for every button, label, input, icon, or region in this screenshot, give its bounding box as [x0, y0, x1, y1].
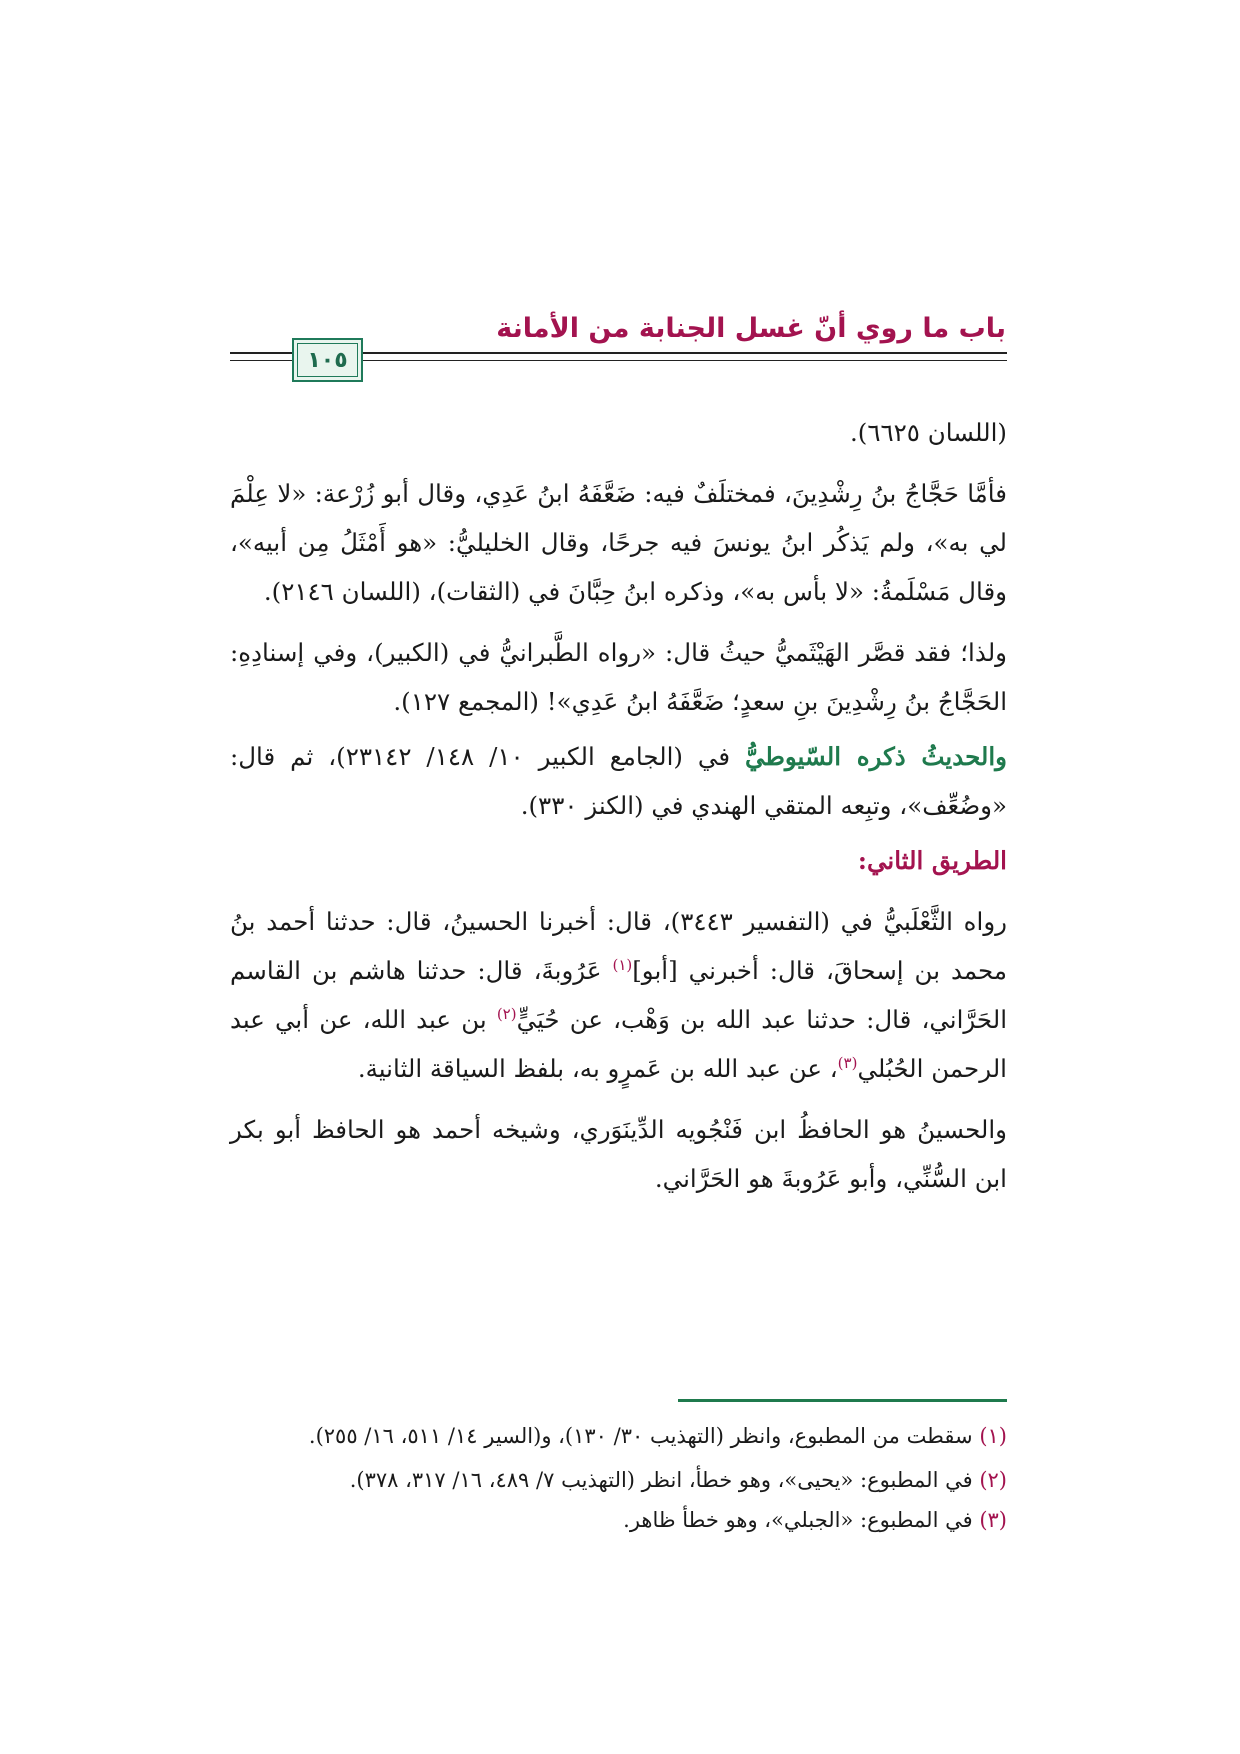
paragraph-5-part-a: رواه الثَّعْلَبيُّ في (التفسير ٣٤٤٣)، قال: أخبرنا الحسينُ، قال: حدثنا أحمد بنُ محمد بن إسحاقَ، قال: أخبرني [أبو] — [230, 907, 1008, 985]
paragraph-4-bold: والحديثُ ذكره السّيوطيُّ — [744, 742, 1008, 771]
footnote-2 — [230, 1460, 1007, 1500]
footnote-1-number: (١) — [979, 1424, 1007, 1448]
section-heading: الطريق الثاني: — [857, 846, 1007, 875]
footnote-3-number: (٣) — [979, 1508, 1007, 1532]
footnote-ref-3: (٣) — [837, 1053, 858, 1072]
footnote-ref-2: (٢) — [496, 1004, 517, 1023]
paragraph-5-part-b: عَرُوبةَ، قال: حدثنا هاشم بن القاسم الحَرَّاني، قال: حدثنا عبد الله بن وَهْب، عن حُيَيٍّ — [230, 956, 1008, 1034]
paragraph-1: (اللسان ٦٦٢٥). — [849, 418, 1007, 447]
header-rule-left-lower — [230, 360, 292, 361]
paragraph-5 — [230, 897, 1007, 1093]
footnote-2-text: في المطبوع: «يحيى»، وهو خطأ، انظر (التهذيب ٧/ ٤٨٩، ١٦/ ٣١٧، ٣٧٨). — [349, 1468, 980, 1492]
header-rule-left — [230, 352, 292, 354]
footnote-1 — [230, 1416, 1007, 1456]
header-rule-right-lower — [363, 360, 1007, 361]
paragraph-2: فأمَّا حَجَّاجُ بنُ رِشْدِينَ، فمختلَفٌ فيه: ضَعَّفَهُ ابنُ عَدِي، وقال أبو زُرْعة: «لا عِلْمَ لي به»، ولم يَذكُر ابنُ يونسَ فيه جرحًا، وقال الخليليُّ: «هو أَمْثَلُ مِن أبيه»، وقال مَسْلَمةُ: «لا بأس به»، وذكره ابنُ حِبَّانَ في (الثقات)، (اللسان ٢١٤٦). — [230, 479, 1007, 606]
footnote-3 — [230, 1500, 1007, 1540]
paragraph-4 — [230, 732, 1007, 830]
footnote-3-text: في المطبوع: «الجبلي»، وهو خطأ ظاهر. — [623, 1508, 980, 1532]
running-header-title: باب ما روي أنّ غسل الجنابة من الأمانة — [496, 313, 1006, 344]
paragraph-3: ولذا؛ فقد قصَّر الهَيْثَميُّ حيثُ قال: «رواه الطَّبرانيُّ في (الكبير)، وفي إسنادِهِ: الحَجَّاجُ بنُ رِشْدِينَ بنِ سعدٍ؛ ضَعَّفَهُ ابنُ عَدِي»! (المجمع ١٢٧). — [230, 638, 1007, 716]
footnote-1-text: سقطت من المطبوع، وانظر (التهذيب ٣٠/ ١٣٠)، و(السير ١٤/ ٥١١، ١٦/ ٢٥٥). — [308, 1424, 980, 1448]
page-number: ١٠٥ — [307, 347, 348, 373]
paragraph-6: والحسينُ هو الحافظُ ابن فَنْجُويه الدِّينَوَري، وشيخه أحمد هو الحافظ أبو بكر ابن السُّنِّي، وأبو عَرُوبةَ هو الحَرَّاني. — [230, 1115, 1007, 1193]
footnote-separator — [678, 1399, 1007, 1402]
paragraph-5-part-c: بن عبد الله، عن أبي عبد الرحمن الحُبُلي — [230, 1005, 1007, 1083]
page-number-badge — [292, 338, 363, 382]
footnote-2-number: (٢) — [979, 1468, 1007, 1492]
paragraph-4-rest: في (الجامع الكبير ١٠/ ١٤٨/ ٢٣١٤٢)، ثم قال: «وضُعِّف»، وتبِعه المتقي الهندي في (الكنز ٣٣٠). — [230, 742, 1007, 820]
paragraph-5-part-d: ، عن عبد الله بن عَمرٍو به، بلفظ السياقة الثانية. — [357, 1054, 838, 1083]
body-text — [230, 408, 1007, 1203]
footnotes — [230, 1416, 1007, 1540]
footnote-ref-1: (١) — [612, 955, 633, 974]
header-rule-right — [363, 352, 1007, 354]
